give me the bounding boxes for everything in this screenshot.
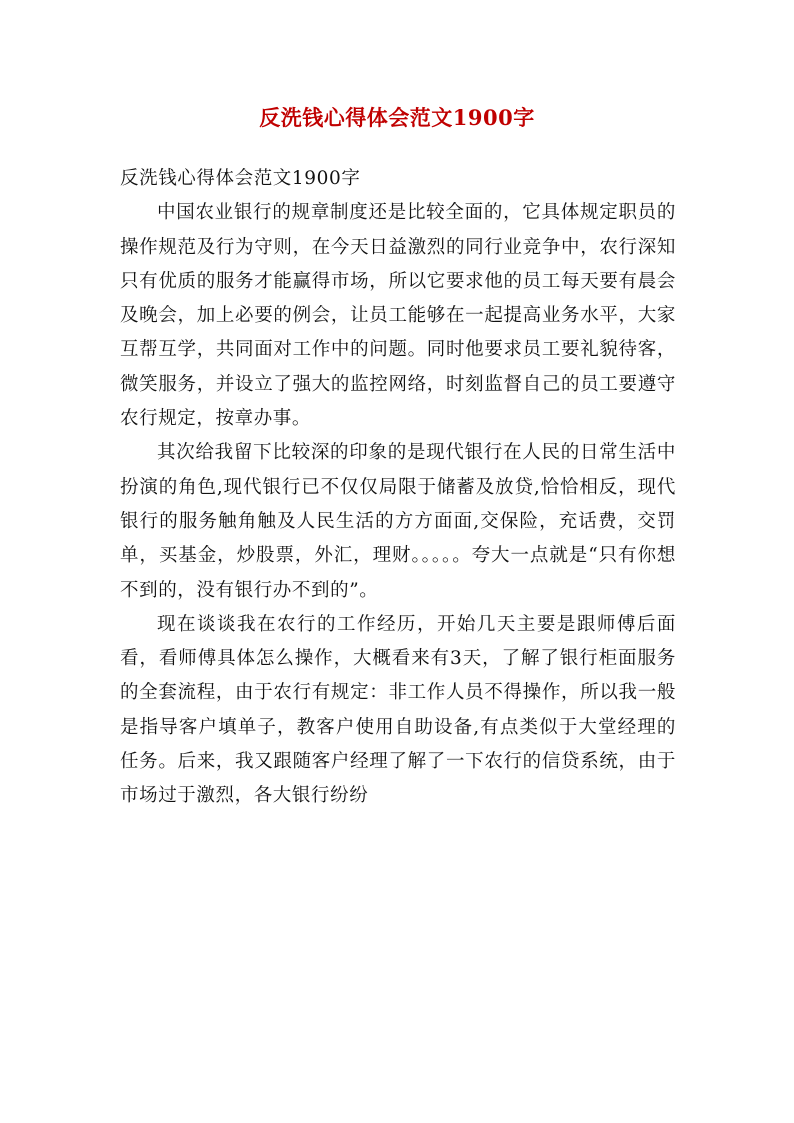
- paragraph-3: 现在谈谈我在农行的工作经历，开始几天主要是跟师傅后面看，看师傅具体怎么操作，大概看来有3天，了解了银行柜面服务的全套流程，由于农行有规定：非工作人员不得操作，所以我一般是指导客户填单子，教客户使用自助设备,有点类似于大堂经理的任务。后来，我又跟随客户经理了解了一下农行的信贷系统，由于市场过于激烈，各大银行纷纷: [120, 613, 676, 807]
- page-title: 反洗钱心得体会范文1900字: [259, 105, 535, 130]
- document-subtitle: 反洗钱心得体会范文1900字: [120, 168, 361, 189]
- paragraph-1: 中国农业银行的规章制度还是比较全面的，它具体规定职员的操作规范及行为守则，在今天日益激烈的同行业竞争中，农行深知只有优质的服务才能赢得市场，所以它要求他的员工每天要有晨会及晚会，加上必要的例会，让员工能够在一起提高业务水平，大家互帮互学，共同面对工作中的问题。同时他要求员工要礼貌待客，微笑服务，并设立了强大的监控网络，时刻监督自己的员工要遵守农行规定，按章办事。: [120, 202, 676, 430]
- document-body: [120, 162, 676, 814]
- paragraph-2: 其次给我留下比较深的印象的是现代银行在人民的日常生活中扮演的角色,现代银行已不仅仅局限于储蓄及放贷,恰恰相反，现代银行的服务触角触及人民生活的方方面面,交保险，充话费，交罚单，买基金，炒股票，外汇，理财。。。。。夸大一点就是“只有你想不到的，没有银行办不到的”。: [120, 442, 676, 601]
